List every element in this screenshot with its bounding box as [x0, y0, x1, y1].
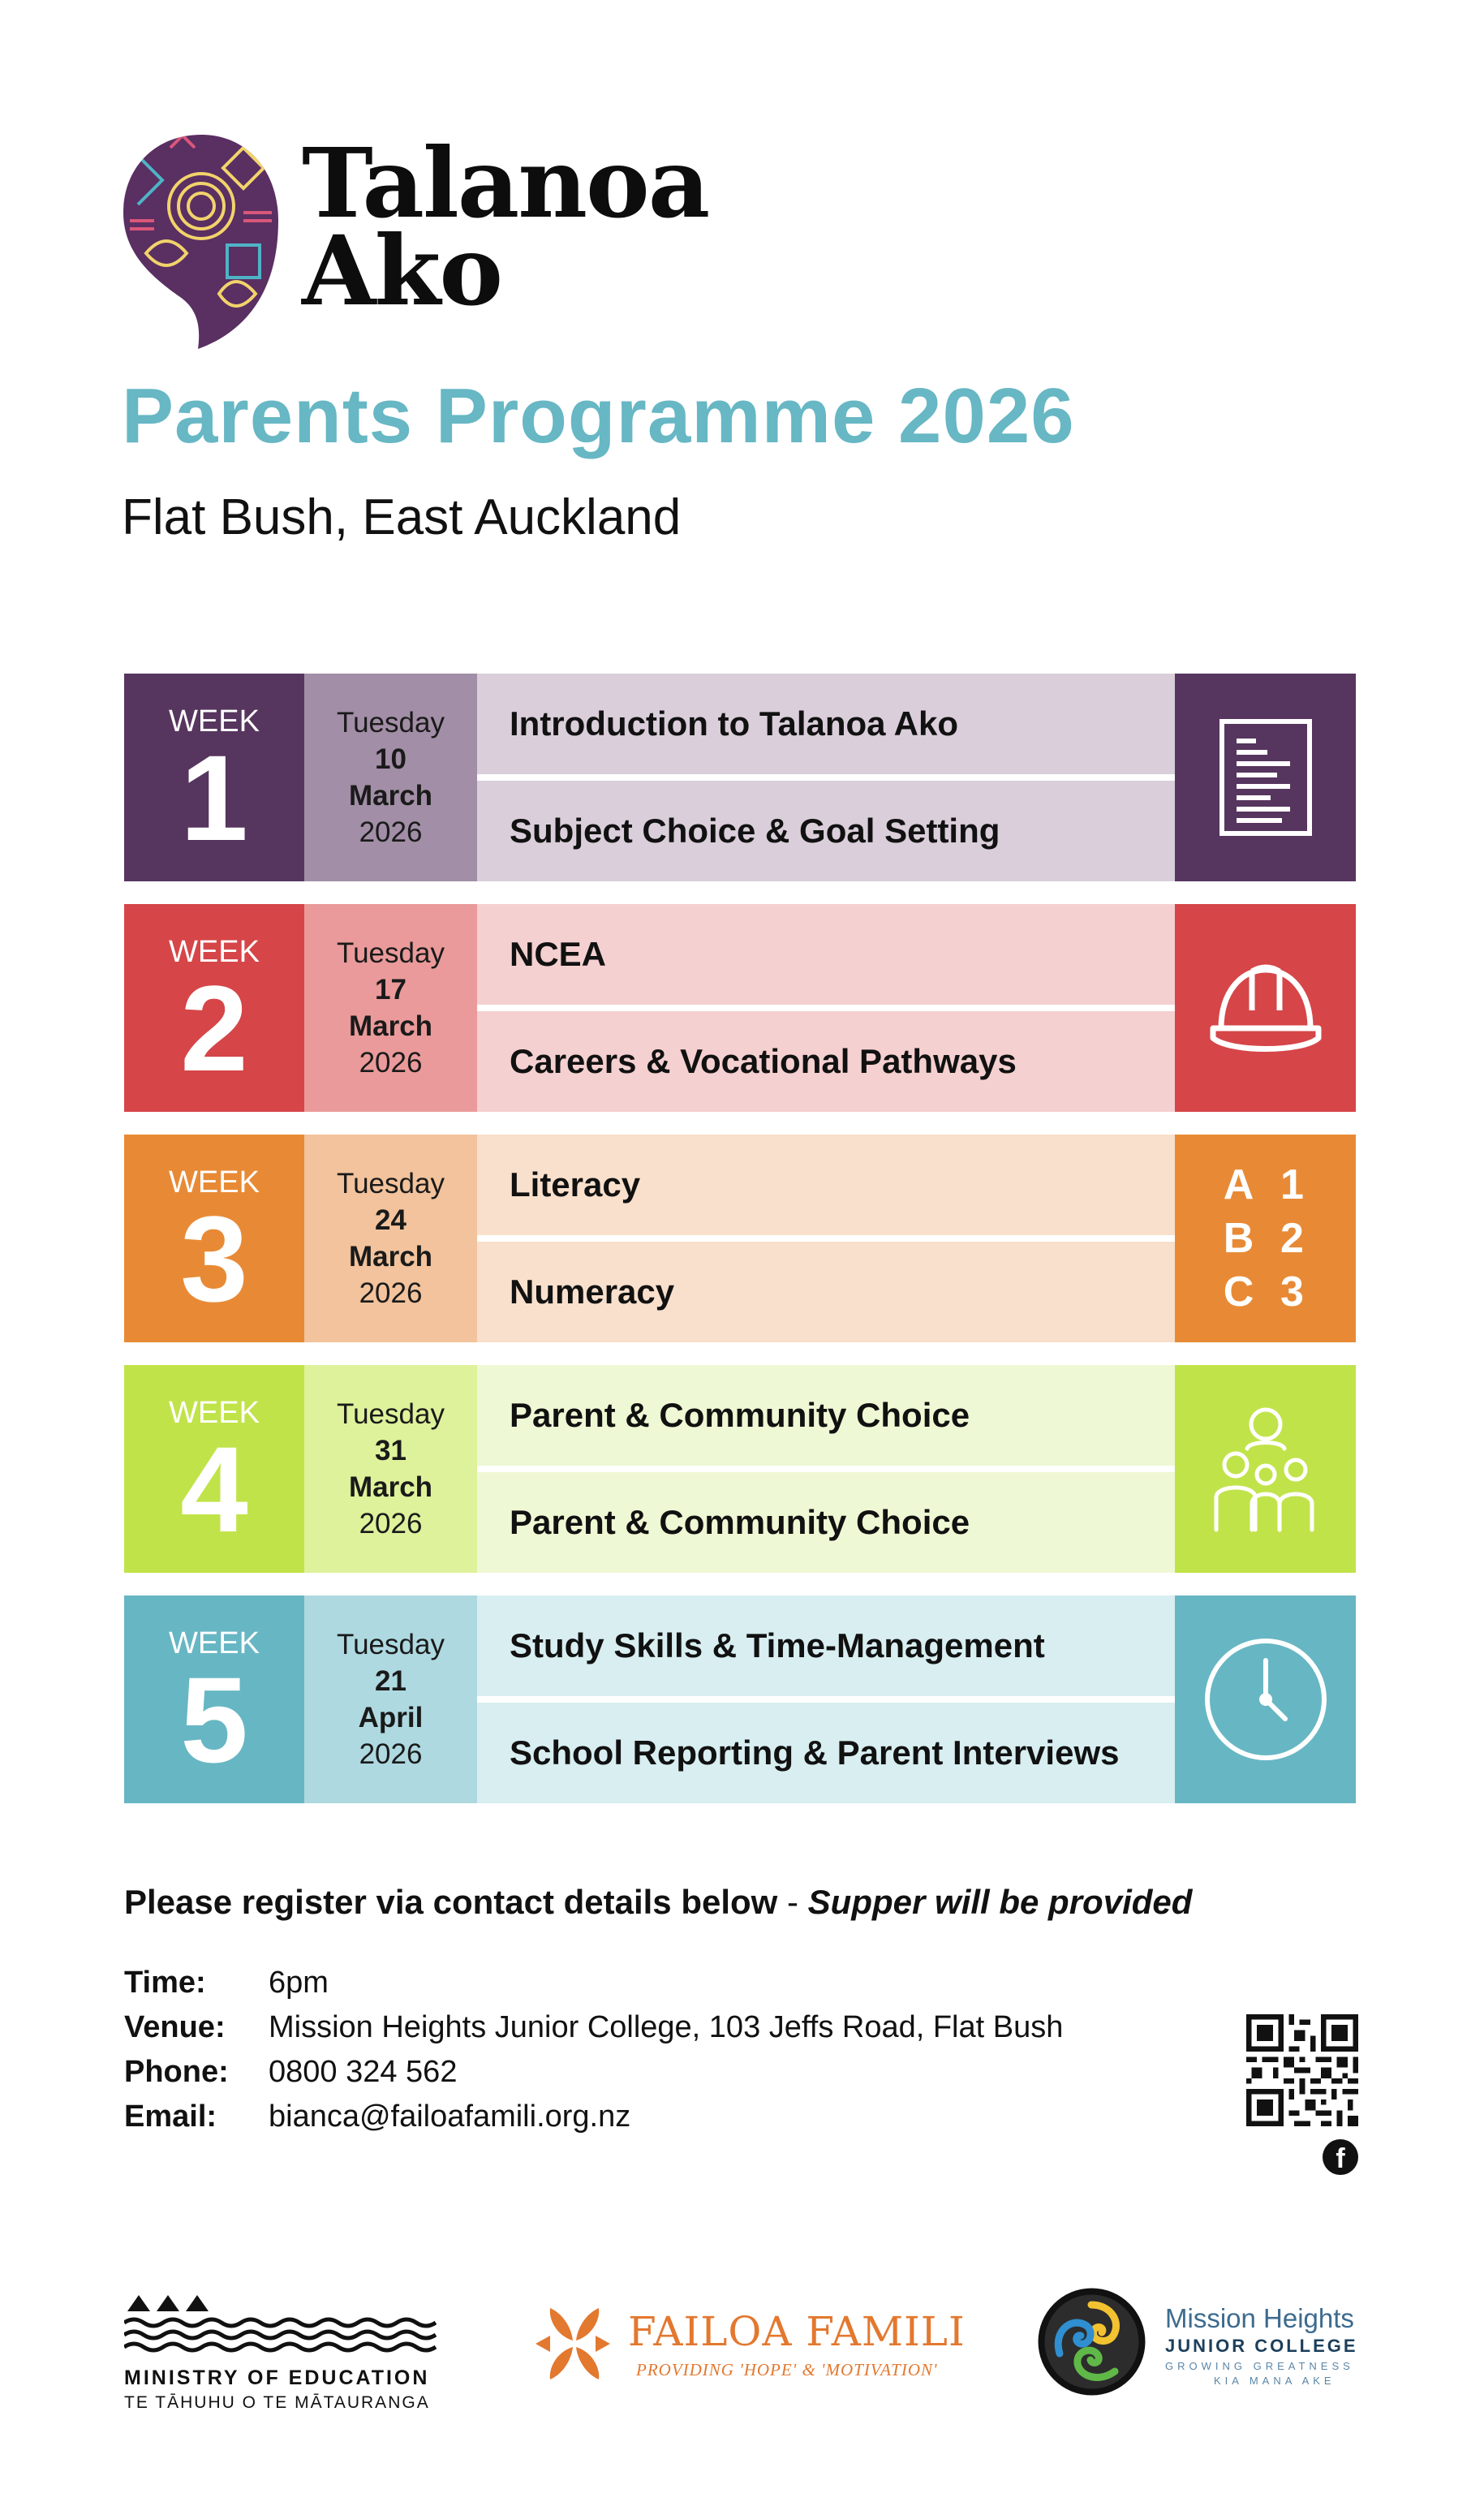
contact-value[interactable]: bianca@failoafamili.org.nz	[269, 2099, 631, 2134]
register-separator: -	[777, 1883, 808, 1921]
date-day: Tuesday	[337, 1168, 445, 1199]
qr-code-icon[interactable]	[1246, 2014, 1358, 2126]
register-note	[124, 1883, 1192, 1922]
contact-value: 6pm	[269, 1966, 329, 2000]
week-number-block	[124, 1596, 304, 1803]
topic-item: NCEA	[477, 904, 1175, 1005]
week-date	[304, 1596, 477, 1803]
facebook-icon[interactable]: f	[1323, 2139, 1358, 2175]
page-subtitle: Flat Bush, East Auckland	[122, 489, 682, 545]
topic-item: School Reporting & Parent Interviews	[477, 1696, 1175, 1803]
week-topics	[477, 1365, 1175, 1573]
hard-hat-icon	[1205, 947, 1327, 1069]
week-topics	[477, 1135, 1175, 1342]
date-year: 2026	[359, 1047, 423, 1079]
contact-details	[124, 1961, 1063, 2139]
contact-key: Venue:	[124, 2010, 226, 2044]
date-day: Tuesday	[337, 707, 445, 739]
topic-item: Parent & Community Choice	[477, 1365, 1175, 1466]
brand-line-1: Talanoa	[302, 127, 709, 239]
mission-heights-logo	[1037, 2287, 1370, 2397]
contact-key: Time:	[124, 1966, 206, 2000]
date-number: 17	[375, 974, 406, 1006]
contact-value[interactable]: 0800 324 562	[269, 2055, 458, 2089]
week-number: 1	[180, 730, 248, 866]
contact-venue	[124, 2005, 1063, 2050]
week-label: WEEK	[169, 935, 260, 969]
contact-value: Mission Heights Junior College, 103 Jeffs Road, Flat Bush	[269, 2010, 1064, 2044]
date-number: 10	[375, 743, 406, 775]
week-row	[124, 674, 1356, 881]
topic-item: Subject Choice & Goal Setting	[477, 774, 1175, 881]
week-label: WEEK	[169, 704, 260, 739]
failoa-famili-logo	[532, 2303, 966, 2384]
failoa-tagline: PROVIDING 'HOPE' & 'MOTIVATION'	[636, 2360, 938, 2379]
icon-digit: 2	[1280, 1215, 1304, 1262]
week-label: WEEK	[169, 1626, 260, 1660]
week-icon-block	[1175, 1135, 1356, 1342]
icon-digit: 3	[1280, 1268, 1304, 1316]
icon-letter: A	[1223, 1161, 1254, 1208]
date-month: March	[348, 1010, 433, 1042]
week-icon-block	[1175, 1365, 1356, 1573]
mhjc-name: Mission Heights	[1165, 2303, 1354, 2333]
date-year: 2026	[359, 816, 423, 848]
talanoa-ako-logo-icon	[122, 131, 280, 352]
week-number: 5	[180, 1652, 248, 1788]
week-date	[304, 1365, 477, 1573]
contact-key: Email:	[124, 2099, 217, 2134]
date-number: 31	[375, 1435, 406, 1466]
brand-line-2: Ako	[302, 214, 502, 327]
date-day: Tuesday	[337, 1398, 445, 1430]
week-number: 3	[180, 1191, 248, 1327]
topic-item: Numeracy	[477, 1235, 1175, 1342]
date-month: March	[348, 1471, 433, 1503]
date-day: Tuesday	[337, 1629, 445, 1660]
week-number: 2	[180, 960, 248, 1096]
date-year: 2026	[359, 1738, 423, 1770]
topic-item: Parent & Community Choice	[477, 1466, 1175, 1573]
week-date	[304, 674, 477, 881]
week-number-block	[124, 674, 304, 881]
brand-wordmark	[302, 127, 709, 327]
register-text: Please register via contact details below	[124, 1883, 778, 1921]
week-icon-block	[1175, 1596, 1356, 1803]
week-number-block	[124, 904, 304, 1112]
date-month: March	[348, 780, 433, 812]
week-row	[124, 1135, 1356, 1342]
icon-letter: B	[1223, 1215, 1254, 1262]
week-row	[124, 1596, 1356, 1803]
week-topics	[477, 904, 1175, 1112]
week-topics	[477, 674, 1175, 881]
moe-name: MINISTRY OF EDUCATION	[124, 2366, 430, 2389]
mhjc-motto-maori: KIA MANA AKE	[1214, 2375, 1336, 2387]
contact-key: Phone:	[124, 2055, 229, 2089]
date-month: March	[348, 1241, 433, 1273]
week-label: WEEK	[169, 1396, 260, 1430]
date-day: Tuesday	[337, 937, 445, 969]
week-icon-block	[1175, 674, 1356, 881]
week-date	[304, 1135, 477, 1342]
clock-icon	[1201, 1634, 1331, 1764]
date-year: 2026	[359, 1508, 423, 1540]
moe-wave-icon	[124, 2290, 437, 2354]
week-row	[124, 904, 1356, 1112]
ministry-of-education-logo	[124, 2290, 449, 2413]
topic-item: Careers & Vocational Pathways	[477, 1005, 1175, 1112]
failoa-flower-icon	[532, 2303, 613, 2384]
week-number-block	[124, 1135, 304, 1342]
date-month: April	[358, 1702, 424, 1733]
page-title: Parents Programme 2026	[122, 373, 1075, 459]
contact-email	[124, 2095, 1063, 2139]
week-number: 4	[180, 1421, 248, 1557]
week-row	[124, 1365, 1356, 1573]
mhjc-motto: GROWING GREATNESS	[1165, 2360, 1354, 2372]
document-icon	[1217, 717, 1314, 838]
week-number-block	[124, 1365, 304, 1573]
programme-schedule	[124, 674, 1356, 1826]
contact-phone	[124, 2050, 1063, 2095]
abc-123-icon	[1212, 1158, 1319, 1319]
week-icon-block	[1175, 904, 1356, 1112]
failoa-name: FAILOA FAMILI	[628, 2308, 966, 2355]
topic-item: Introduction to Talanoa Ako	[477, 674, 1175, 774]
topic-item: Study Skills & Time-Management	[477, 1596, 1175, 1696]
icon-digit: 1	[1280, 1161, 1304, 1208]
topic-item: Literacy	[477, 1135, 1175, 1235]
date-year: 2026	[359, 1277, 423, 1309]
mhjc-koru-icon	[1037, 2287, 1146, 2397]
week-topics	[477, 1596, 1175, 1803]
supper-note: Supper will be provided	[807, 1883, 1193, 1921]
family-icon	[1205, 1400, 1327, 1538]
mhjc-subname: JUNIOR COLLEGE	[1165, 2336, 1358, 2356]
contact-time	[124, 1961, 1063, 2005]
date-number: 21	[375, 1665, 406, 1697]
moe-maori-name: TE TĀHUHU O TE MĀTAURANGA	[124, 2393, 430, 2412]
date-number: 24	[375, 1204, 406, 1236]
week-date	[304, 904, 477, 1112]
icon-letter: C	[1223, 1268, 1254, 1316]
week-label: WEEK	[169, 1165, 260, 1199]
